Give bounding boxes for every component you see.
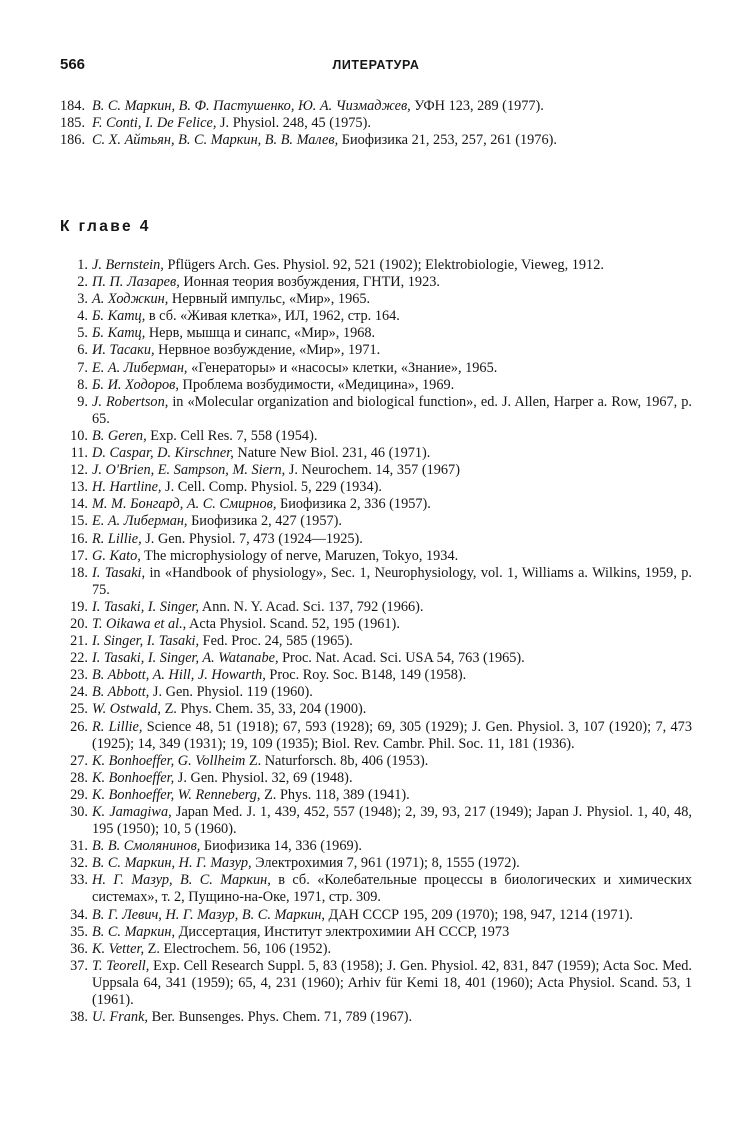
page-header: [60, 56, 692, 78]
reference-source: in «Handbook of physiology», Sec. 1, Neurophysiology, vol. 1, Williams a. Wilkins, 1959, p. 75.: [92, 564, 692, 598]
reference-authors: D. Caspar, D. Kirschner,: [92, 445, 234, 462]
reference-source: Диссертация, Институт электрохимии АН СССР, 1973: [175, 923, 510, 940]
reference-number: 5.: [77, 325, 88, 342]
reference-authors: R. Lillie,: [92, 718, 143, 735]
reference-entry: [60, 565, 692, 599]
reference-text: [92, 804, 692, 837]
reference-source: J. Cell. Comp. Physiol. 5, 229 (1934).: [161, 479, 382, 496]
reference-entry: [60, 650, 692, 667]
reference-authors: H. Hartline,: [92, 479, 162, 496]
reference-number: 24.: [70, 684, 88, 701]
reference-number: 12.: [70, 462, 88, 479]
reference-source: «Генераторы» и «насосы» клетки, «Знание», 1965.: [187, 359, 498, 376]
reference-entry: [60, 719, 692, 753]
reference-text: [92, 462, 460, 478]
reference-number: 16.: [70, 530, 88, 547]
reference-text: [92, 394, 692, 427]
reference-number: 36.: [70, 940, 88, 957]
reference-source: Z. Electrochem. 56, 106 (1952).: [144, 940, 332, 957]
reference-authors: G. Kato,: [92, 547, 141, 564]
reference-authors: K. Bonhoeffer,: [92, 769, 175, 786]
reference-text: [92, 941, 331, 957]
reference-text: [92, 753, 428, 769]
reference-authors: K. Jamagiwa,: [92, 804, 172, 820]
reference-source: Z. Naturforsch. 8b, 406 (1953).: [245, 752, 429, 769]
reference-text: [92, 342, 380, 358]
reference-authors: I. Tasaki, I. Singer, A. Watanabe,: [92, 650, 279, 667]
reference-authors: Б. Катц,: [92, 325, 146, 342]
reference-entry: [60, 98, 692, 115]
reference-number: 22.: [70, 650, 88, 667]
reference-number: 18.: [70, 564, 88, 581]
reference-number: 37.: [70, 957, 88, 974]
reference-authors: Е. А. Либерман,: [92, 359, 188, 376]
reference-text: [92, 838, 362, 854]
reference-authors: Б. Катц,: [92, 308, 146, 325]
reference-source: в сб. «Живая клетка», ИЛ, 1962, стр. 164.: [145, 308, 400, 325]
reference-text: [92, 599, 423, 615]
reference-entry: [60, 770, 692, 787]
reference-text: [92, 616, 400, 632]
reference-number: 23.: [70, 667, 88, 684]
reference-number: 20.: [70, 615, 88, 632]
reference-entry: [60, 325, 692, 342]
reference-text: [92, 445, 430, 461]
reference-text: [92, 308, 400, 324]
page-number: 566: [60, 56, 86, 73]
reference-authors: K. Bonhoeffer, G. Vollheim: [92, 752, 246, 769]
reference-text: [92, 257, 604, 273]
reference-entry: [60, 599, 692, 616]
reference-text: [92, 274, 440, 290]
reference-number: 34.: [70, 906, 88, 923]
reference-text: [92, 360, 497, 376]
reference-source: Биофизика 14, 336 (1969).: [200, 838, 362, 855]
section-heading: К главе 4: [60, 218, 151, 235]
reference-text: [92, 548, 458, 564]
reference-text: [92, 1009, 412, 1025]
reference-entry: [60, 479, 692, 496]
reference-number: 32.: [70, 855, 88, 872]
reference-authors: J. O'Brien, E. Sampson, M. Siern,: [92, 462, 286, 479]
reference-source: Биофизика 2, 427 (1957).: [187, 513, 342, 530]
reference-entry: [60, 496, 692, 513]
reference-source: Japan Med. J. 1, 439, 452, 557 (1948); 2, 39, 93, 217 (1949); Japan J. Physiol. 1, 40, 48, 195 (1950); 10, 5 (1960).: [92, 804, 693, 838]
reference-entry: [60, 855, 692, 872]
reference-text: [92, 650, 525, 666]
reference-source: Z. Phys. 118, 389 (1941).: [260, 786, 410, 803]
reference-number: 8.: [77, 376, 88, 393]
reference-authors: B. Abbott, A. Hill, J. Howarth,: [92, 667, 266, 684]
reference-number: 30.: [70, 804, 88, 820]
reference-text: [92, 872, 692, 905]
reference-number: 10.: [70, 427, 88, 444]
reference-source: Нервное возбуждение, «Мир», 1971.: [154, 342, 381, 359]
reference-entry: [60, 291, 692, 308]
reference-text: [92, 428, 317, 444]
reference-entry: [60, 115, 692, 132]
reference-source: Ber. Bunsenges. Phys. Chem. 71, 789 (1967).: [148, 1009, 413, 1026]
reference-source: УФН 123, 289 (1977).: [410, 98, 544, 114]
reference-entry: [60, 616, 692, 633]
reference-text: [92, 132, 557, 148]
reference-source: Nature New Biol. 231, 46 (1971).: [233, 445, 431, 462]
reference-entry: [60, 342, 692, 359]
reference-authors: В. С. Маркин, Н. Г. Мазур,: [92, 855, 252, 872]
reference-source: в сб. «Колебательные процессы в биологических и химических системах», т. 2, Пущино-на-Оке, 1971, стр. 309.: [92, 872, 693, 906]
reference-number: 35.: [70, 923, 88, 940]
reference-text: [92, 496, 431, 512]
reference-number: 13.: [70, 479, 88, 496]
reference-list-chapter-4: [60, 257, 692, 1026]
reference-entry: [60, 377, 692, 394]
reference-authors: J. Robertson,: [92, 393, 169, 410]
reference-source: Fed. Proc. 24, 585 (1965).: [199, 633, 353, 650]
reference-source: J. Gen. Physiol. 32, 69 (1948).: [174, 769, 353, 786]
reference-source: J. Gen. Physiol. 7, 473 (1924—1925).: [141, 530, 363, 547]
reference-source: Нервный импульс, «Мир», 1965.: [168, 291, 371, 308]
reference-number: 6.: [77, 342, 88, 359]
reference-number: 7.: [77, 359, 88, 376]
reference-text: [92, 531, 363, 547]
reference-text: [92, 667, 466, 683]
reference-text: [92, 291, 370, 307]
reference-authors: И. Тасаки,: [92, 342, 155, 359]
reference-entry: [60, 872, 692, 906]
reference-number: 15.: [70, 513, 88, 530]
reference-entry: [60, 633, 692, 650]
reference-text: [92, 787, 410, 803]
reference-authors: С. X. Айтьян, В. С. Маркин, В. В. Малев,: [92, 132, 339, 149]
reference-entry: [60, 924, 692, 941]
reference-entry: [60, 684, 692, 701]
reference-source: J. Neurochem. 14, 357 (1967): [285, 462, 460, 479]
reference-source: Проблема возбудимости, «Медицина», 1969.: [178, 376, 455, 393]
reference-text: [92, 684, 313, 700]
reference-authors: В. Г. Левич, Н. Г. Мазур, В. С. Маркин,: [92, 906, 325, 923]
reference-text: [92, 719, 692, 752]
reference-source: Z. Phys. Chem. 35, 33, 204 (1900).: [161, 701, 367, 718]
reference-text: [92, 855, 520, 871]
reference-number: 184.: [60, 98, 86, 114]
reference-number: 14.: [70, 496, 88, 513]
reference-list-previous-chapter: [60, 98, 692, 149]
reference-authors: В. В. Смолянинов,: [92, 838, 201, 855]
reference-source: Proc. Roy. Soc. B148, 149 (1958).: [265, 667, 467, 684]
reference-source: Exp. Cell Research Suppl. 5, 83 (1958); J. Gen. Physiol. 42, 831, 847 (1959); Acta Soc. Med. Uppsala 64, 341 (1959); 65, 4, 231 (1960); Arhiv für Kemi 18, 401 (1960); Acta Physiol. Scand. 53, 1 (1961).: [92, 957, 692, 1009]
reference-number: 25.: [70, 701, 88, 718]
reference-text: [92, 479, 382, 495]
reference-text: [92, 115, 371, 131]
reference-text: [92, 770, 353, 786]
reference-entry: [60, 531, 692, 548]
running-title: ЛИТЕРАТУРА: [332, 58, 420, 72]
reference-authors: J. Bernstein,: [92, 257, 164, 273]
reference-entry: [60, 804, 692, 838]
reference-number: 17.: [70, 547, 88, 564]
reference-entry: [60, 445, 692, 462]
reference-source: ДАН СССР 195, 209 (1970); 198, 947, 1214 (1971).: [324, 906, 633, 923]
reference-text: [92, 377, 454, 393]
reference-source: Ann. N. Y. Acad. Sci. 137, 792 (1966).: [199, 598, 424, 615]
reference-authors: Б. И. Ходоров,: [92, 376, 179, 393]
reference-text: [92, 907, 633, 923]
reference-authors: В. С. Маркин,: [92, 923, 176, 940]
reference-number: 38.: [70, 1009, 88, 1026]
reference-entry: [60, 787, 692, 804]
reference-authors: T. Oikawa et al.,: [92, 615, 187, 632]
reference-entry: [60, 1009, 692, 1026]
reference-number: 3.: [77, 291, 88, 308]
reference-source: Биофизика 21, 253, 257, 261 (1976).: [338, 132, 557, 149]
reference-entry: [60, 701, 692, 718]
reference-number: 31.: [70, 838, 88, 855]
reference-entry: [60, 941, 692, 958]
reference-entry: [60, 753, 692, 770]
reference-authors: B. Abbott,: [92, 684, 150, 701]
reference-entry: [60, 360, 692, 377]
reference-number: 27.: [70, 752, 88, 769]
reference-authors: T. Teorell,: [92, 957, 150, 974]
reference-number: 9.: [77, 393, 88, 410]
reference-text: [92, 924, 509, 940]
reference-source: J. Gen. Physiol. 119 (1960).: [149, 684, 313, 701]
reference-source: Acta Physiol. Scand. 52, 195 (1961).: [186, 615, 400, 632]
reference-entry: [60, 667, 692, 684]
reference-entry: [60, 548, 692, 565]
reference-entry: [60, 132, 692, 149]
reference-text: [92, 565, 692, 598]
reference-authors: K. Vetter,: [92, 940, 145, 957]
reference-number: 11.: [70, 445, 88, 462]
reference-source: Proc. Nat. Acad. Sci. USA 54, 763 (1965).: [278, 650, 525, 667]
reference-entry: [60, 274, 692, 291]
reference-authors: В. С. Маркин, В. Ф. Пастушенко, Ю. А. Чизмаджев,: [92, 98, 411, 114]
reference-number: 1.: [77, 257, 88, 273]
reference-source: Биофизика 2, 336 (1957).: [276, 496, 431, 513]
reference-source: Ионная теория возбуждения, ГНТИ, 1923.: [179, 274, 440, 291]
reference-source: Pflügers Arch. Ges. Physiol. 92, 521 (1902); Elektrobiologie, Vieweg, 1912.: [163, 257, 604, 273]
reference-entry: [60, 838, 692, 855]
reference-entry: [60, 428, 692, 445]
reference-source: The microphysiology of nerve, Maruzen, Tokyo, 1934.: [140, 547, 459, 564]
reference-source: in «Molecular organization and biological function», ed. J. Allen, Harper a. Row, 1967, p. 65.: [92, 393, 692, 427]
reference-authors: М. М. Бонгард, А. С. Смирнов,: [92, 496, 277, 513]
reference-number: 28.: [70, 769, 88, 786]
reference-text: [92, 98, 544, 114]
reference-number: 26.: [70, 718, 88, 735]
reference-text: [92, 958, 692, 1008]
reference-number: 21.: [70, 633, 88, 650]
reference-source: J. Physiol. 248, 45 (1975).: [216, 115, 371, 132]
reference-number: 33.: [70, 872, 88, 889]
reference-number: 29.: [70, 786, 88, 803]
reference-authors: K. Bonhoeffer, W. Renneberg,: [92, 786, 261, 803]
reference-authors: B. Geren,: [92, 427, 147, 444]
reference-authors: I. Tasaki,: [92, 564, 146, 581]
reference-authors: U. Frank,: [92, 1009, 148, 1026]
reference-number: 185.: [60, 115, 86, 132]
reference-authors: W. Ostwald,: [92, 701, 161, 718]
reference-text: [92, 325, 375, 341]
reference-entry: [60, 308, 692, 325]
reference-source: Электрохимия 7, 961 (1971); 8, 1555 (1972).: [251, 855, 520, 872]
reference-number: 2.: [77, 274, 88, 291]
reference-authors: Е. А. Либерман,: [92, 513, 188, 530]
reference-authors: А. Ходжкин,: [92, 291, 169, 308]
reference-source: Science 48, 51 (1918); 67, 593 (1928); 69, 305 (1929); J. Gen. Physiol. 3, 107 (1920); 7, 473 (1925); 14, 349 (1931); 19, 109 (1935); Biol. Rev. Cambr. Phil. Soc. 11, 181 (1936).: [92, 718, 692, 752]
reference-number: 186.: [60, 132, 86, 149]
reference-text: [92, 701, 366, 717]
reference-authors: R. Lillie,: [92, 530, 142, 547]
reference-authors: F. Conti, I. De Felice,: [92, 115, 217, 132]
reference-entry: [60, 257, 692, 274]
reference-number: 4.: [77, 308, 88, 325]
reference-entry: [60, 907, 692, 924]
reference-entry: [60, 394, 692, 428]
reference-text: [92, 633, 353, 649]
reference-authors: П. П. Лазарев,: [92, 274, 180, 291]
reference-authors: Н. Г. Мазур, В. С. Маркин,: [92, 872, 271, 889]
reference-source: Exp. Cell Res. 7, 558 (1954).: [146, 427, 318, 444]
reference-authors: I. Singer, I. Tasaki,: [92, 633, 200, 650]
reference-entry: [60, 513, 692, 530]
reference-authors: I. Tasaki, I. Singer,: [92, 598, 200, 615]
reference-entry: [60, 958, 692, 1009]
reference-entry: [60, 462, 692, 479]
reference-text: [92, 513, 342, 529]
reference-number: 19.: [70, 598, 88, 615]
reference-source: Нерв, мышца и синапс, «Мир», 1968.: [145, 325, 376, 342]
